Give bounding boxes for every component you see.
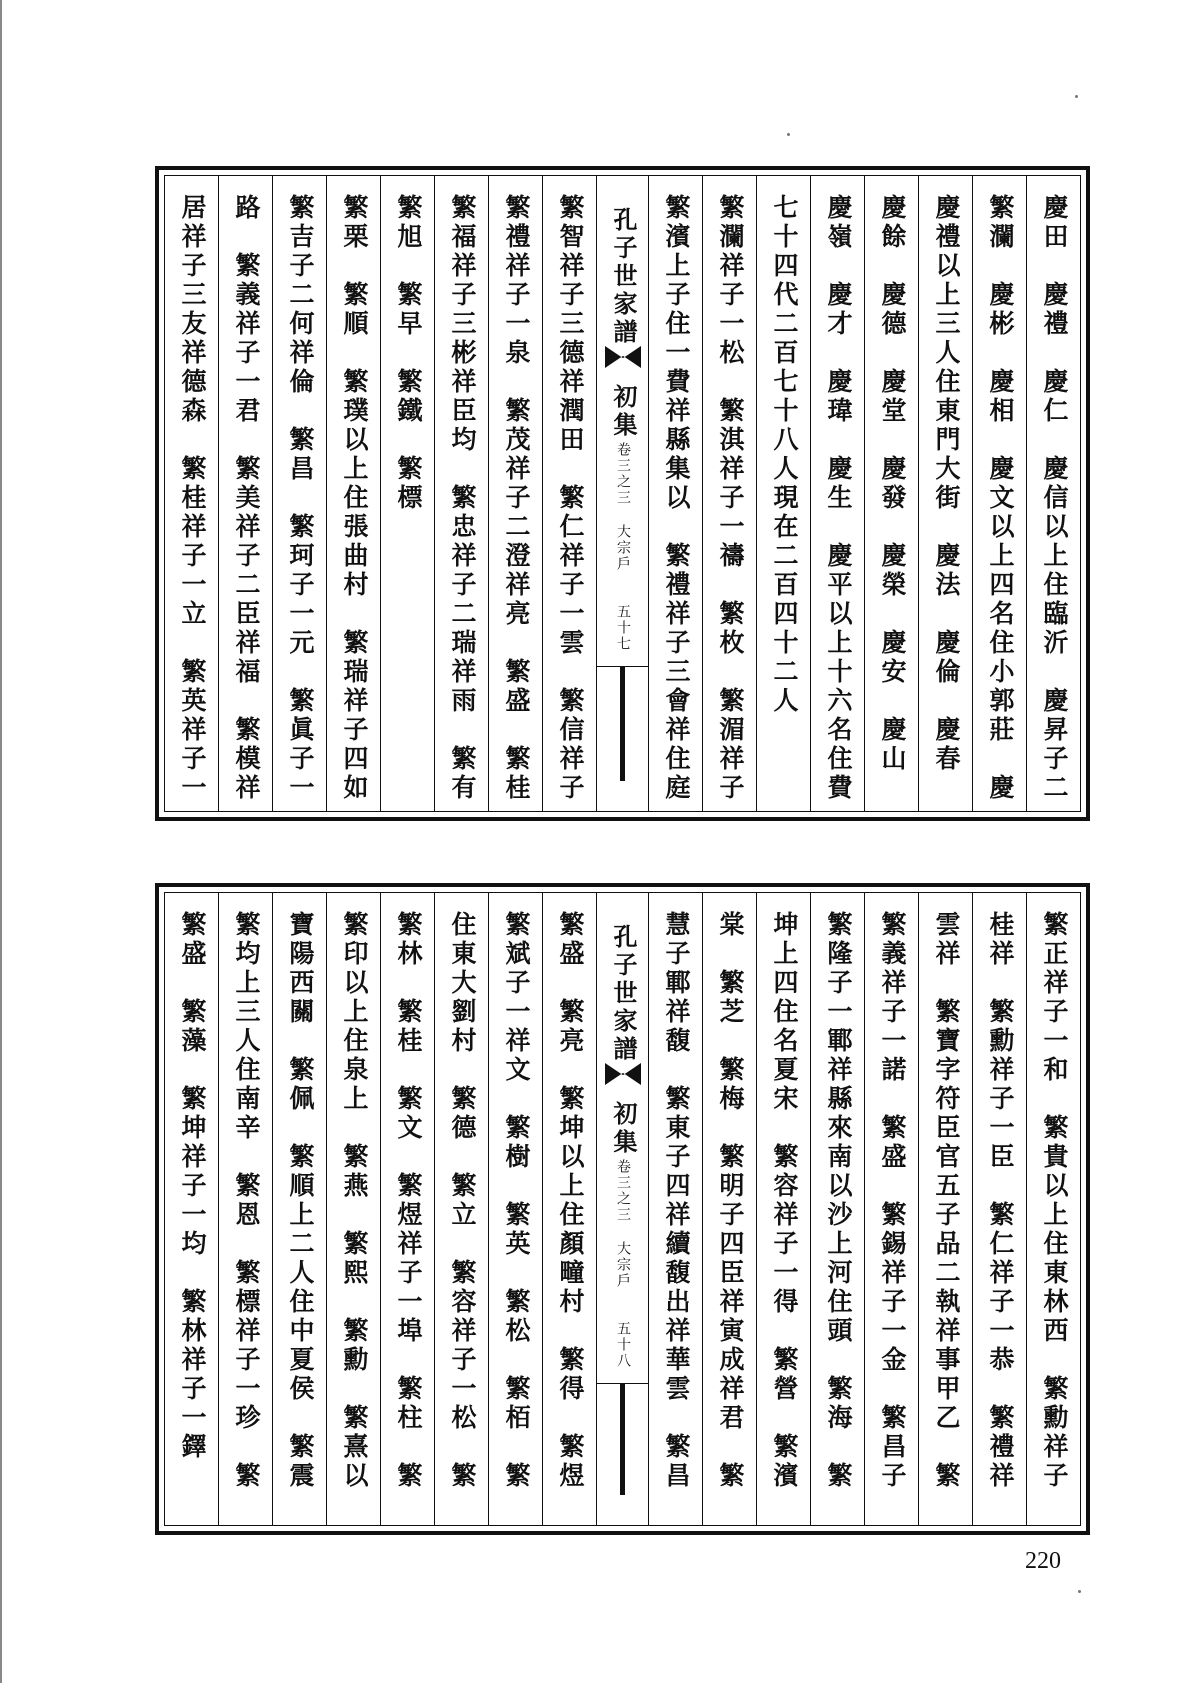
text-column	[272, 893, 326, 1525]
header-house: 大宗戶	[615, 524, 631, 572]
column-text: 居祥子三友祥德森 繁桂祥子一立 繁英祥子一	[178, 194, 207, 803]
column-text: 慶嶺 慶才 慶瑋 慶生 慶平以上十六名住費	[824, 194, 853, 803]
column-text: 繁均上三人住南辛 繁恩 繁標祥子一珍 繁	[232, 911, 261, 1491]
text-column	[810, 176, 864, 811]
text-column	[326, 893, 380, 1525]
text-column	[434, 893, 488, 1525]
text-column	[972, 893, 1026, 1525]
scan-speck	[1078, 1590, 1081, 1593]
column-text: 雲祥 繁寶字符臣官五子品二執祥事甲乙 繁	[932, 911, 961, 1491]
column-text: 繁盛 繁藻 繁坤祥子一均 繁林祥子一鐸	[178, 911, 207, 1462]
text-column	[1026, 893, 1080, 1525]
column-text: 繁瀾祥子一松 繁淇祥子一禱 繁枚 繁湄祥子	[716, 194, 745, 803]
column-text: 慧子鄆祥馥 繁東子四祥續馥出祥華雲 繁昌	[662, 911, 691, 1491]
text-column	[488, 893, 542, 1525]
column-text: 繁旭 繁早 繁鐵 繁標	[394, 194, 423, 513]
text-column	[918, 893, 972, 1525]
page-header-column	[596, 893, 648, 1525]
page-header-column	[596, 176, 648, 811]
column-text: 繁斌子一祥文 繁樹 繁英 繁松 繁栢 繁	[502, 911, 531, 1491]
column-text: 繁印以上住泉上 繁燕 繁熙 繁勳 繁熹以	[340, 911, 369, 1491]
text-column	[972, 176, 1026, 811]
bottom-panel-columns	[165, 893, 1080, 1525]
text-column	[272, 176, 326, 811]
text-column	[218, 176, 272, 811]
header-collection: 初集	[609, 1101, 638, 1157]
column-text: 繁吉子二何祥倫 繁昌 繁珂子一元 繁眞子一	[286, 194, 315, 803]
column-text: 繁隆子一鄆祥縣來南以沙上河住頭 繁海 繁	[824, 911, 853, 1491]
text-column	[380, 176, 434, 811]
column-text: 慶田 慶禮 慶仁 慶信以上住臨沂 慶昇子二	[1040, 194, 1069, 803]
page-number: 220	[1025, 1548, 1061, 1574]
page-left-edge	[0, 0, 2, 1683]
column-text: 寶陽西關 繁佩 繁順上二人住中夏侯 繁震	[286, 911, 315, 1491]
text-column	[542, 893, 596, 1525]
text-column	[864, 893, 918, 1525]
text-column	[648, 893, 702, 1525]
scan-speck	[787, 133, 790, 136]
header-volume: 卷三之三	[615, 1159, 631, 1223]
scan-speck	[1075, 95, 1078, 98]
text-column	[702, 893, 756, 1525]
column-text: 慶禮以上三人住東門大街 慶法 慶倫 慶春	[932, 194, 961, 774]
text-column	[756, 176, 810, 811]
column-text: 繁濱上子住一費祥縣集以 繁禮祥子三會祥住庭	[662, 194, 691, 803]
header-title: 孔子世家譜	[609, 207, 638, 347]
text-column	[810, 893, 864, 1525]
text-column	[218, 893, 272, 1525]
bottom-panel-inner-border	[164, 892, 1081, 1526]
text-column	[488, 176, 542, 811]
column-text: 繁智祥子三德祥潤田 繁仁祥子一雲 繁信祥子	[556, 194, 585, 803]
header-title: 孔子世家譜	[609, 924, 638, 1064]
text-column	[918, 176, 972, 811]
header-collection: 初集	[609, 384, 638, 440]
header-volume: 卷三之三	[615, 442, 631, 506]
column-text: 桂祥 繁勳祥子一臣 繁仁祥子一恭 繁禮祥	[986, 911, 1015, 1491]
text-column	[380, 893, 434, 1525]
column-text: 七十四代二百七十八人現在二百四十二人	[770, 194, 799, 716]
column-text: 繁禮祥子一泉 繁茂祥子二澄祥亮 繁盛 繁桂	[502, 194, 531, 803]
text-column	[1026, 176, 1080, 811]
column-text: 繁盛 繁亮 繁坤以上住顏疃村 繁得 繁煜	[556, 911, 585, 1491]
column-text: 繁栗 繁順 繁璞以上住張曲村 繁瑞祥子四如	[340, 194, 369, 803]
column-text: 繁瀾 慶彬 慶相 慶文以上四名住小郭莊 慶	[986, 194, 1015, 803]
header-folio: 五十八	[615, 1321, 631, 1369]
text-column	[864, 176, 918, 811]
header-folio: 五十七	[615, 604, 631, 652]
column-text: 繁林 繁桂 繁文 繁煜祥子一埠 繁柱 繁	[394, 911, 423, 1491]
header-black-bar	[620, 666, 625, 781]
text-column	[756, 893, 810, 1525]
header-black-bar	[620, 1383, 625, 1495]
text-column	[648, 176, 702, 811]
top-panel-columns	[165, 176, 1080, 811]
text-column	[702, 176, 756, 811]
column-text: 住東大劉村 繁德 繁立 繁容祥子一松 繁	[448, 911, 477, 1491]
column-text: 繁福祥子三彬祥臣均 繁忠祥子二瑞祥雨 繁有	[448, 194, 477, 803]
text-column	[434, 176, 488, 811]
column-text: 棠 繁芝 繁梅 繁明子四臣祥寅成祥君 繁	[716, 911, 745, 1491]
column-text: 繁正祥子一和 繁貴以上住東林西 繁勳祥子	[1040, 911, 1069, 1491]
text-column	[165, 176, 218, 811]
header-house: 大宗戶	[615, 1241, 631, 1289]
column-text: 坤上四住名夏宋 繁容祥子一得 繁營 繁濱	[770, 911, 799, 1491]
top-panel-inner-border	[164, 175, 1081, 812]
bottom-genealogy-panel	[155, 883, 1090, 1535]
column-text: 路 繁義祥子一君 繁美祥子二臣祥福 繁模祥	[232, 194, 261, 803]
text-column	[542, 176, 596, 811]
text-column	[326, 176, 380, 811]
top-genealogy-panel	[155, 166, 1090, 821]
column-text: 慶餘 慶德 慶堂 慶發 慶榮 慶安 慶山	[878, 194, 907, 774]
column-text: 繁義祥子一諾 繁盛 繁錫祥子一金 繁昌子	[878, 911, 907, 1491]
text-column	[165, 893, 218, 1525]
